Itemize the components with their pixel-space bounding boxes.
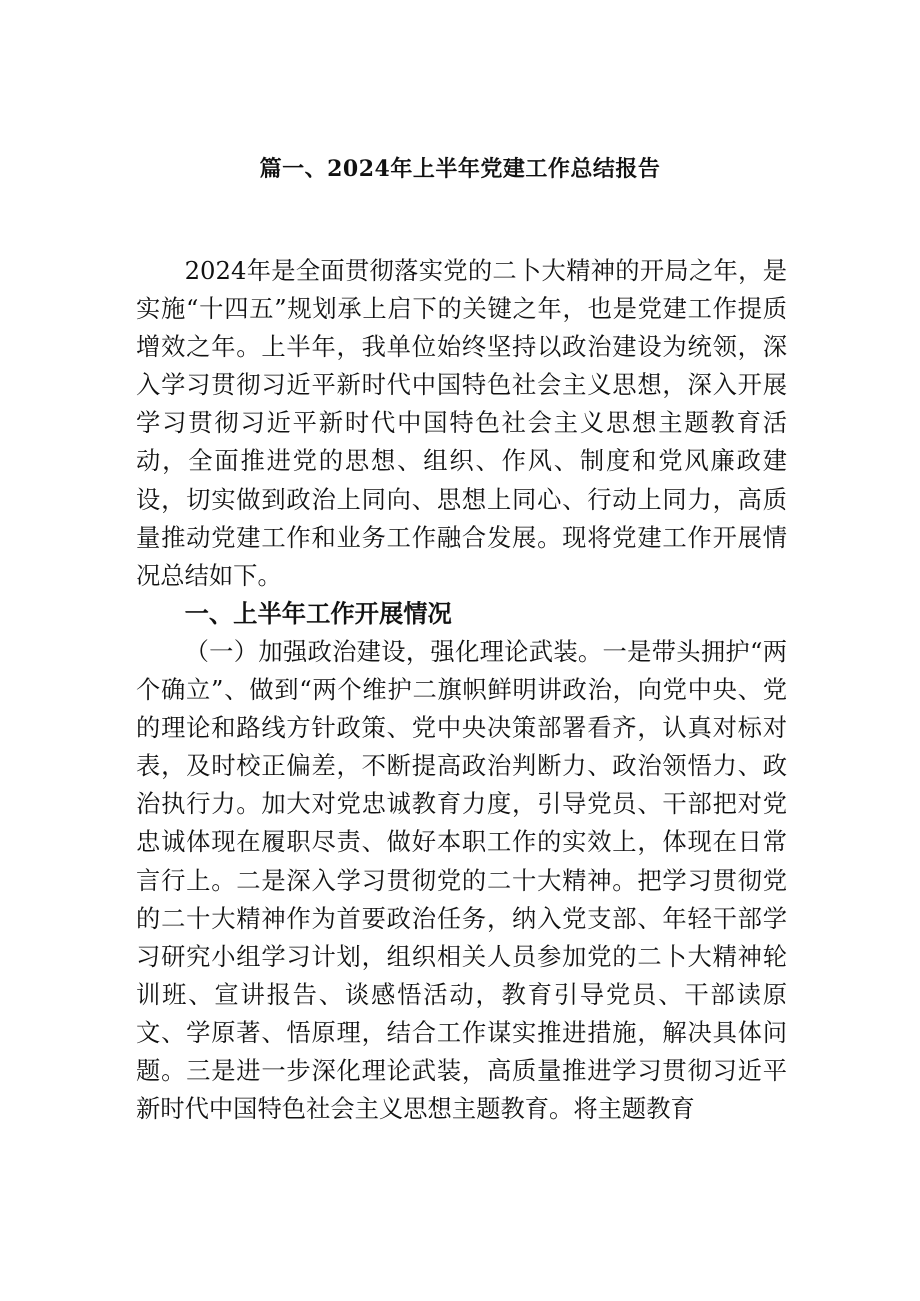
section-heading: 一、上半年工作开展情况 (184, 598, 452, 628)
document-body (136, 252, 787, 1128)
section-paragraph: （一）加强政治建设，强化理论武装。一是带头拥护“两个确立”、做到“两个维护二旗帜鲜明讲政治，向党中央、党的理论和路线方针政策、党中央决策部署看齐，认真对标对表，及时校正偏差，不断提高政治判断力、政治领悟力、政治执行力。加大对党忠诚教育力度，引导党员、干部把对党忠诚体现在履职尽责、做好本职工作的实效上，体现在日常言行上。二是深入学习贯彻党的二十大精神。把学习贯彻党的二十大精神作为首要政治任务，纳入党支部、年轻干部学习研究小组学习计划，组织相关人员参加党的二卜大精神轮训班、宣讲报告、谈感悟活动，教育引导党员、干部读原文、学原著、悟原理，结合工作谋实推进措施，解决具体问题。三是进一步深化理论武装，高质量推进学习贯彻习近平新时代中国特色社会主义思想主题教育。将主题教育 (136, 636, 787, 1124)
intro-paragraph: 2024年是全面贯彻落实党的二卜大精神的开局之年，是实施“十四五”规划承上启下的关键之年，也是党建工作提质增效之年。上半年，我单位始终坚持以政治建设为统领，深入学习贯彻习近平新时代中国特色社会主义思想，深入开展学习贯彻习近平新时代中国特色社会主义思想主题教育活动，全面推进党的思想、组织、作风、制度和党风廉政建设，切实做到政治上同向、思想上同心、行动上同力，高质量推动党建工作和业务工作融合发展。现将党建工作开展情况总结如下。 (136, 256, 787, 590)
document-title: 篇一、2024年上半年党建工作总结报告 (259, 156, 661, 182)
